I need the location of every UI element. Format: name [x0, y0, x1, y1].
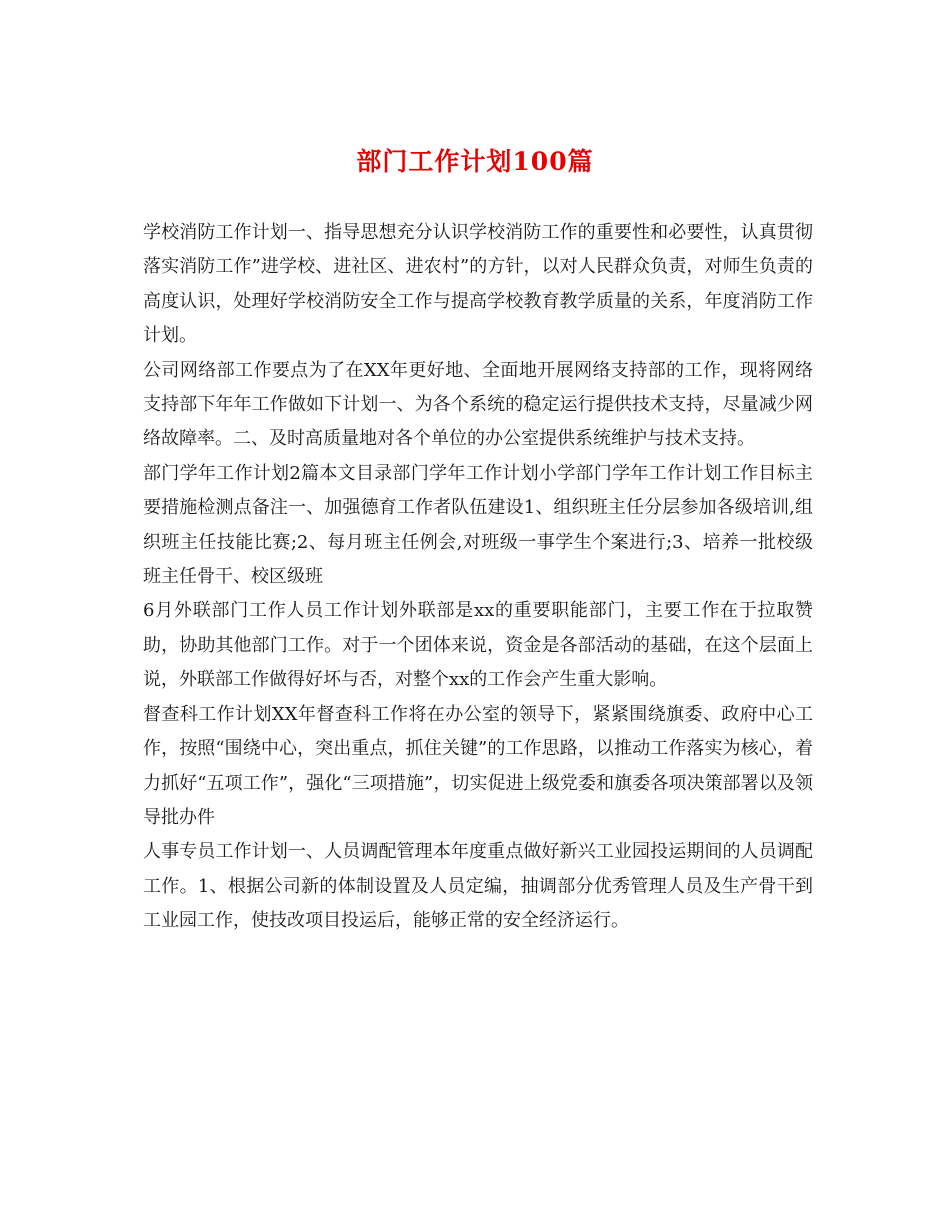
paragraph-hr-specialist: 人事专员工作计划一、人员调配管理本年度重点做好新兴工业园投运期间的人员调配工作。1、根据公司新的体制设置及人员定编，抽调部分优秀管理人员及生产骨干到工业园工作，使技改项目投运后，能够正常的安全经济运行。 [143, 841, 813, 932]
paragraph-external-relations: 6月外联部门工作人员工作计划外联部是xx的重要职能部门，主要工作在于拉取赞助，协助其他部门工作。对于一个团体来说，资金是各部活动的基础，在这个层面上说，外联部工作做得好坏与否，对整个xx的工作会产生重大影响。 [143, 600, 813, 691]
paragraph-inspection-section: 督查科工作计划XX年督查科工作将在办公室的领导下，紧紧围绕旗委、政府中心工作，按照“围绕中心，突出重点，抓住关键”的工作思路，以推动工作落实为核心，着力抓好“五项工作”，强化“三项措施”，切实促进上级党委和旗委各项决策部署以及领导批办件 [143, 703, 813, 828]
document-title: 部门工作计划100篇 [356, 147, 594, 176]
paragraph-school-fire-safety: 学校消防工作计划一、指导思想充分认识学校消防工作的重要性和必要性，认真贯彻落实消防工作”进学校、进社区、进农村”的方针，以对人民群众负责，对师生负责的高度认识，处理好学校消防安全工作与提高学校教育教学质量的关系，年度消防工作计划。 [143, 222, 813, 347]
paragraph-academic-year-plan: 部门学年工作计划2篇本文目录部门学年工作计划小学部门学年工作计划工作目标主要措施检测点备注一、加强德育工作者队伍建设1、组织班主任分层参加各级培训,组织班主任技能比赛;2、每月班主任例会,对班级一事学生个案进行;3、培养一批校级班主任骨干、校区级班 [143, 462, 813, 588]
paragraph-network-department: 公司网络部工作要点为了在XX年更好地、全面地开展网络支持部的工作，现将网络支持部下年年工作做如下计划一、为各个系统的稳定运行提供技术支持，尽量减少网络故障率。二、及时高质量地对各个单位的办公室提供系统维护与技术支持。 [143, 359, 813, 450]
document-body [143, 216, 813, 939]
